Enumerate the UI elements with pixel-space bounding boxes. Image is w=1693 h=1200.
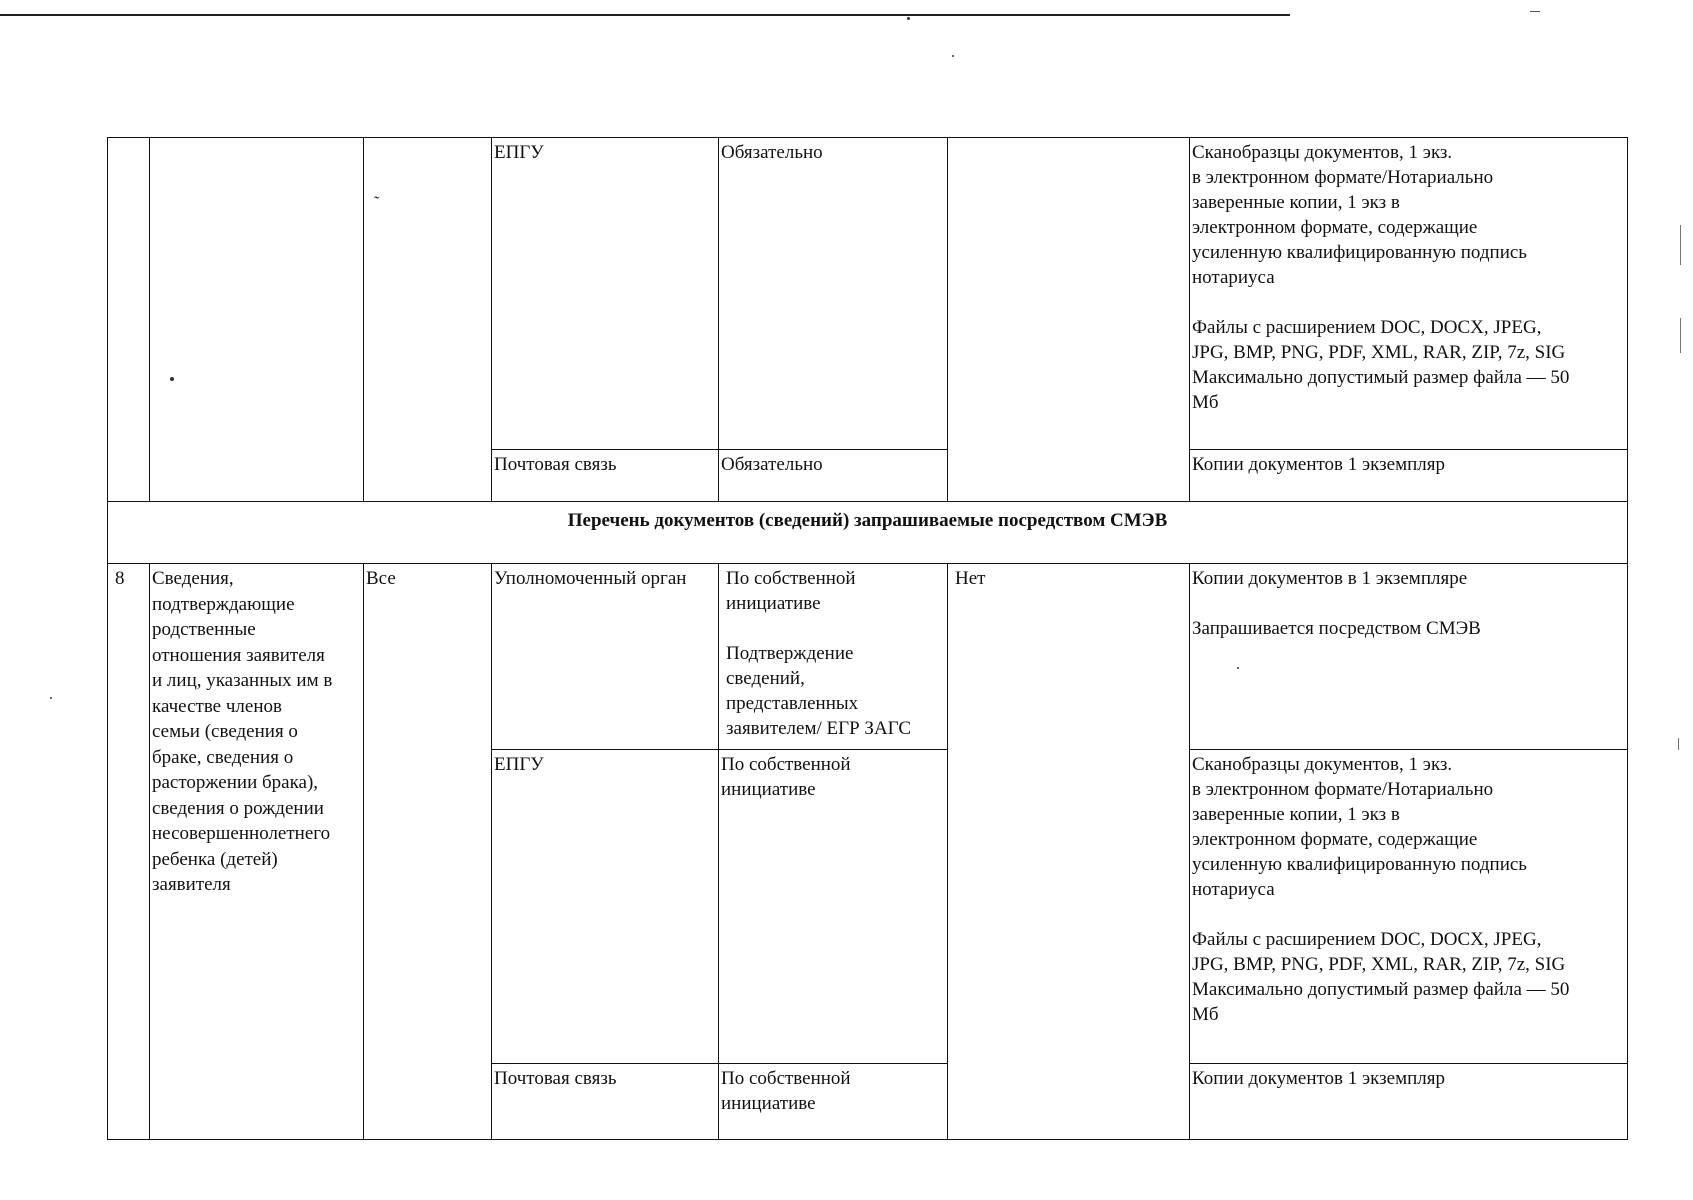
scan-edge-mark [1678, 738, 1679, 750]
method-cell [492, 1064, 719, 1140]
method-text: Почтовая связь [494, 1068, 617, 1089]
notes-cell [948, 564, 1190, 1140]
category-cell [364, 564, 492, 1140]
section-row [108, 502, 1628, 564]
format-text: Копии документов 1 экземпляр [1192, 454, 1445, 475]
stray-mark: ˜ [374, 194, 380, 211]
format-cell [1190, 750, 1628, 1064]
requirement-cell [719, 1064, 948, 1140]
scan-edge-mark [1680, 318, 1681, 353]
scan-speck [50, 697, 52, 699]
table-row [108, 564, 1628, 750]
format-text: Копии документов 1 экземпляр [1192, 1068, 1445, 1089]
document-cell [150, 138, 364, 502]
method-cell [492, 564, 719, 750]
format-text: Сканобразцы документов, 1 экз. в электронном формате/Нотариально заверенные копии, 1 экз в электронном формате, содержащие усиленную квалифицированную подпись нотариуса Файлы с расширением DOC, DOCX, JPEG, JPG, BMP, PNG, PDF, XML, RAR, ZIP, 7z, SIG Максимально допустимый размер файла — 50 Мб [1192, 754, 1570, 1025]
method-text: ЕПГУ [494, 142, 544, 163]
requirement-cell [719, 564, 948, 750]
requirement-text: По собственной инициативе Подтверждение сведений, представленных заявителем/ ЕГР ЗАГС [726, 568, 912, 739]
format-cell [1190, 1064, 1628, 1140]
notes-text: Нет [955, 568, 986, 589]
notes-cell [948, 138, 1190, 502]
scan-edge-mark [1680, 225, 1681, 265]
method-cell [492, 750, 719, 1064]
scan-edge-line [0, 14, 1290, 16]
format-cell [1190, 138, 1628, 450]
requirement-cell [719, 750, 948, 1064]
requirement-cell [719, 450, 948, 502]
method-text: ЕПГУ [494, 754, 544, 775]
scan-speck [952, 55, 954, 57]
requirement-cell [719, 138, 948, 450]
category-text: Все [366, 568, 396, 589]
method-text: Уполномоченный орган [494, 568, 687, 589]
section-title: Перечень документов (сведений) запрашиваемые посредством СМЭВ [108, 502, 1628, 564]
format-cell [1190, 450, 1628, 502]
method-cell [492, 450, 719, 502]
method-cell [492, 138, 719, 450]
scan-edge-mark [1530, 11, 1540, 12]
requirement-text: По собственной инициативе [721, 1068, 851, 1114]
format-text: Сканобразцы документов, 1 экз. в электронном формате/Нотариально заверенные копии, 1 экз в электронном формате, содержащие усиленную квалифицированную подпись нотариуса Файлы с расширением DOC, DOCX, JPEG, JPG, BMP, PNG, PDF, XML, RAR, ZIP, 7z, SIG Максимально допустимый размер файла — 50 Мб [1192, 142, 1570, 413]
documents-table [107, 137, 1628, 1140]
number-cell [108, 138, 150, 502]
method-text: Почтовая связь [494, 454, 617, 475]
table-row [108, 138, 1628, 450]
scan-speck [907, 17, 910, 20]
requirement-text: Обязательно [721, 454, 823, 475]
document-text: Сведения, подтверждающие родственные отношения заявителя и лиц, указанных им в качестве членов семьи (сведения о браке, сведения о расторжении брака), сведения о рождении несовершеннолетнего ребенка (детей) заявителя [152, 568, 333, 895]
category-cell [364, 138, 492, 502]
requirement-text: Обязательно [721, 142, 823, 163]
document-cell [150, 564, 364, 1140]
format-cell [1190, 564, 1628, 750]
format-text: Копии документов в 1 экземпляре Запрашивается посредством СМЭВ [1192, 568, 1481, 639]
number-cell: 8 [108, 564, 150, 1140]
requirement-text: По собственной инициативе [721, 754, 851, 800]
